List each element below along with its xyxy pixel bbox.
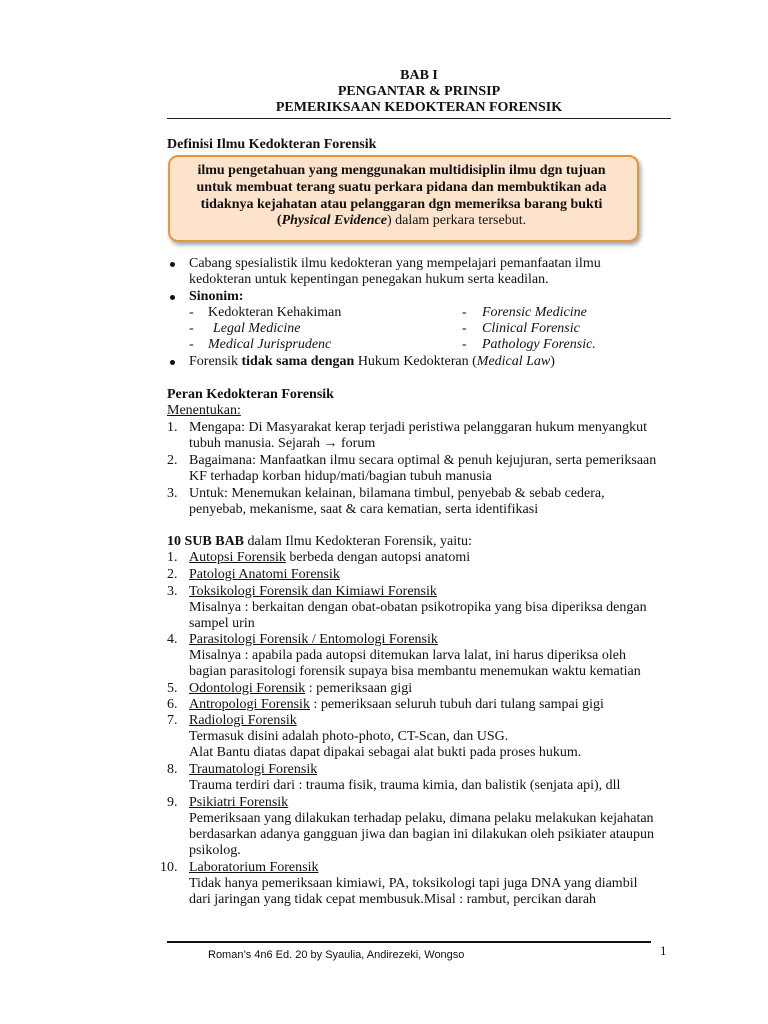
- peran-heading: Peran Kedokteran Forensik: [167, 387, 334, 402]
- subbab-num-3: 3.: [167, 584, 178, 599]
- subbab-item-3-desc-2: sampel urin: [189, 616, 255, 631]
- peran-item-3-line1: Untuk: Menemukan kelainan, bilamana timbul, penyebab & sebab cedera,: [189, 486, 605, 501]
- subbab-item-7: Radiologi Forensik: [189, 713, 297, 728]
- peran-item-2-line2: KF terhadap korban hidup/mati/bagian tubuh manusia: [189, 469, 492, 484]
- bullet-forensik-line: Forensik tidak sama dengan Hukum Kedokteran (Medical Law): [189, 354, 555, 369]
- subbab-item-9: Psikiatri Forensik: [189, 795, 289, 810]
- subbab-item-7-desc-2: Alat Bantu diatas dapat dipakai sebagai alat bukti pada proses hukum.: [189, 745, 582, 760]
- subbab-item-9-desc-2: berdasarkan adanya gangguan jiwa dan bagian ini dilakukan oleh psikiater ataupun: [189, 827, 654, 842]
- sinonim-label: Sinonim:: [189, 289, 244, 304]
- subbab-num-8: 8.: [167, 762, 178, 777]
- subbab-num-6: 6.: [167, 697, 178, 712]
- subbab-item-8: Traumatologi Forensik: [189, 762, 318, 777]
- definisi-heading: Definisi Ilmu Kedokteran Forensik: [167, 137, 377, 152]
- subbab-num-2: 2.: [167, 567, 178, 582]
- sinonim-right-2: Clinical Forensic: [482, 321, 580, 336]
- header-divider: [167, 118, 671, 119]
- page-title-line2: PEMERIKSAAN KEDOKTERAN FORENSIK: [275, 100, 563, 115]
- peran-num-2: 2.: [167, 453, 178, 468]
- dash-marker: -: [462, 337, 467, 352]
- bullet-cabang-line1: Cabang spesialistik ilmu kedokteran yang mempelajari pemanfaatan ilmu: [189, 256, 601, 271]
- definition-line-2: untuk membuat terang suatu perkara pidana dan membuktikan ada: [196, 180, 607, 195]
- subbab-item-10-desc-2: dari jaringan yang tidak cepat membusuk.Misal : rambut, percikan darah: [189, 892, 597, 907]
- subbab-item-3-desc-1: Misalnya : berkaitan dengan obat-obatan psikotropika yang bisa diperiksa dengan: [189, 600, 647, 615]
- bullet-icon: [170, 360, 175, 365]
- subbab-num-10: 10.: [160, 860, 178, 875]
- subbab-item-5: Odontologi Forensik : pemeriksaan gigi: [189, 681, 413, 696]
- peran-item-2-line1: Bagaimana: Manfaatkan ilmu secara optimal & penuh kejujuran, serta pemeriksaan: [189, 453, 657, 468]
- definition-line-4: (Physical Evidence) dalam perkara tersebut.: [276, 213, 527, 228]
- subbab-item-4: Parasitologi Forensik / Entomologi Forensik: [189, 632, 438, 647]
- bullet-icon: [170, 262, 175, 267]
- peran-num-3: 3.: [167, 486, 178, 501]
- subbab-item-8-desc-1: Trauma terdiri dari : trauma fisik, trauma kimia, dan balistik (senjata api), dll: [189, 778, 621, 793]
- peran-num-1: 1.: [167, 420, 178, 435]
- subbab-num-1: 1.: [167, 550, 178, 565]
- subbab-intro: 10 SUB BAB dalam Ilmu Kedokteran Forensik, yaitu:: [167, 534, 472, 549]
- subbab-item-7-desc-1: Termasuk disini adalah photo-photo, CT-Scan, dan USG.: [189, 729, 509, 744]
- subbab-item-9-desc-1: Pemeriksaan yang dilakukan terhadap pelaku, dimana pelaku melakukan kejahatan: [189, 811, 654, 826]
- peran-item-3-line2: penyebab, mekanisme, saat & cara kematian, serta identifikasi: [189, 502, 539, 517]
- sinonim-right-1: Forensic Medicine: [482, 305, 587, 320]
- subbab-num-7: 7.: [167, 713, 178, 728]
- page-number: 1: [660, 943, 667, 958]
- definition-line-3: tidaknya kejahatan atau pelanggaran dgn memeriksa barang bukti: [200, 197, 603, 212]
- bullet-cabang-line2: kedokteran untuk kepentingan penegakan hukum serta keadilan.: [189, 272, 549, 287]
- chapter-label: BAB I: [400, 68, 438, 83]
- subbab-item-9-desc-3: psikolog.: [189, 843, 241, 858]
- subbab-item-4-desc-1: Misalnya : apabila pada autopsi ditemukan larva lalat, ini harus diperiksa oleh: [189, 648, 626, 663]
- sinonim-right-3: Pathology Forensic.: [482, 337, 596, 352]
- bullet-icon: [170, 295, 175, 300]
- page-title-line1: PENGANTAR & PRINSIP: [337, 84, 501, 99]
- subbab-item-2: Patologi Anatomi Forensik: [189, 567, 340, 582]
- subbab-num-5: 5.: [167, 681, 178, 696]
- dash-marker: -: [189, 337, 194, 352]
- physical-evidence-term: Physical Evidence: [281, 213, 387, 228]
- definition-line-1: ilmu pengetahuan yang menggunakan multidisiplin ilmu dgn tujuan: [197, 163, 606, 178]
- dash-marker: -: [462, 321, 467, 336]
- dash-marker: -: [189, 321, 194, 336]
- footer-credit: Roman’s 4n6 Ed. 20 by Syaulia, Andirezeki, Wongso: [208, 949, 465, 961]
- dash-marker: -: [462, 305, 467, 320]
- sinonim-left-3: Medical Jurisprudenc: [208, 337, 332, 352]
- subbab-item-4-desc-2: bagian parasitologi forensik supaya bisa membantu menemukan waktu kematian: [189, 664, 641, 679]
- footer-divider: [167, 941, 651, 943]
- peran-item-1-line1: Mengapa: Di Masyarakat kerap terjadi peristiwa pelanggaran hukum menyangkut: [189, 420, 647, 435]
- subbab-num-9: 9.: [167, 795, 178, 810]
- subbab-num-4: 4.: [167, 632, 178, 647]
- sinonim-left-1: Kedokteran Kehakiman: [208, 305, 342, 320]
- subbab-item-6: Antropologi Forensik : pemeriksaan seluruh tubuh dari tulang sampai gigi: [189, 697, 604, 712]
- subbab-item-10: Laboratorium Forensik: [189, 860, 319, 875]
- dash-marker: -: [189, 305, 194, 320]
- sinonim-left-2: Legal Medicine: [213, 321, 301, 336]
- peran-item-1-line2: tubuh manusia. Sejarah → forum: [189, 436, 376, 451]
- subbab-item-3: Toksikologi Forensik dan Kimiawi Forensik: [189, 584, 437, 599]
- subbab-item-1: Autopsi Forensik berbeda dengan autopsi anatomi: [189, 550, 471, 565]
- subbab-item-10-desc-1: Tidak hanya pemeriksaan kimiawi, PA, toksikologi tapi juga DNA yang diambil: [189, 876, 638, 891]
- peran-subheading: Menentukan:: [167, 403, 241, 418]
